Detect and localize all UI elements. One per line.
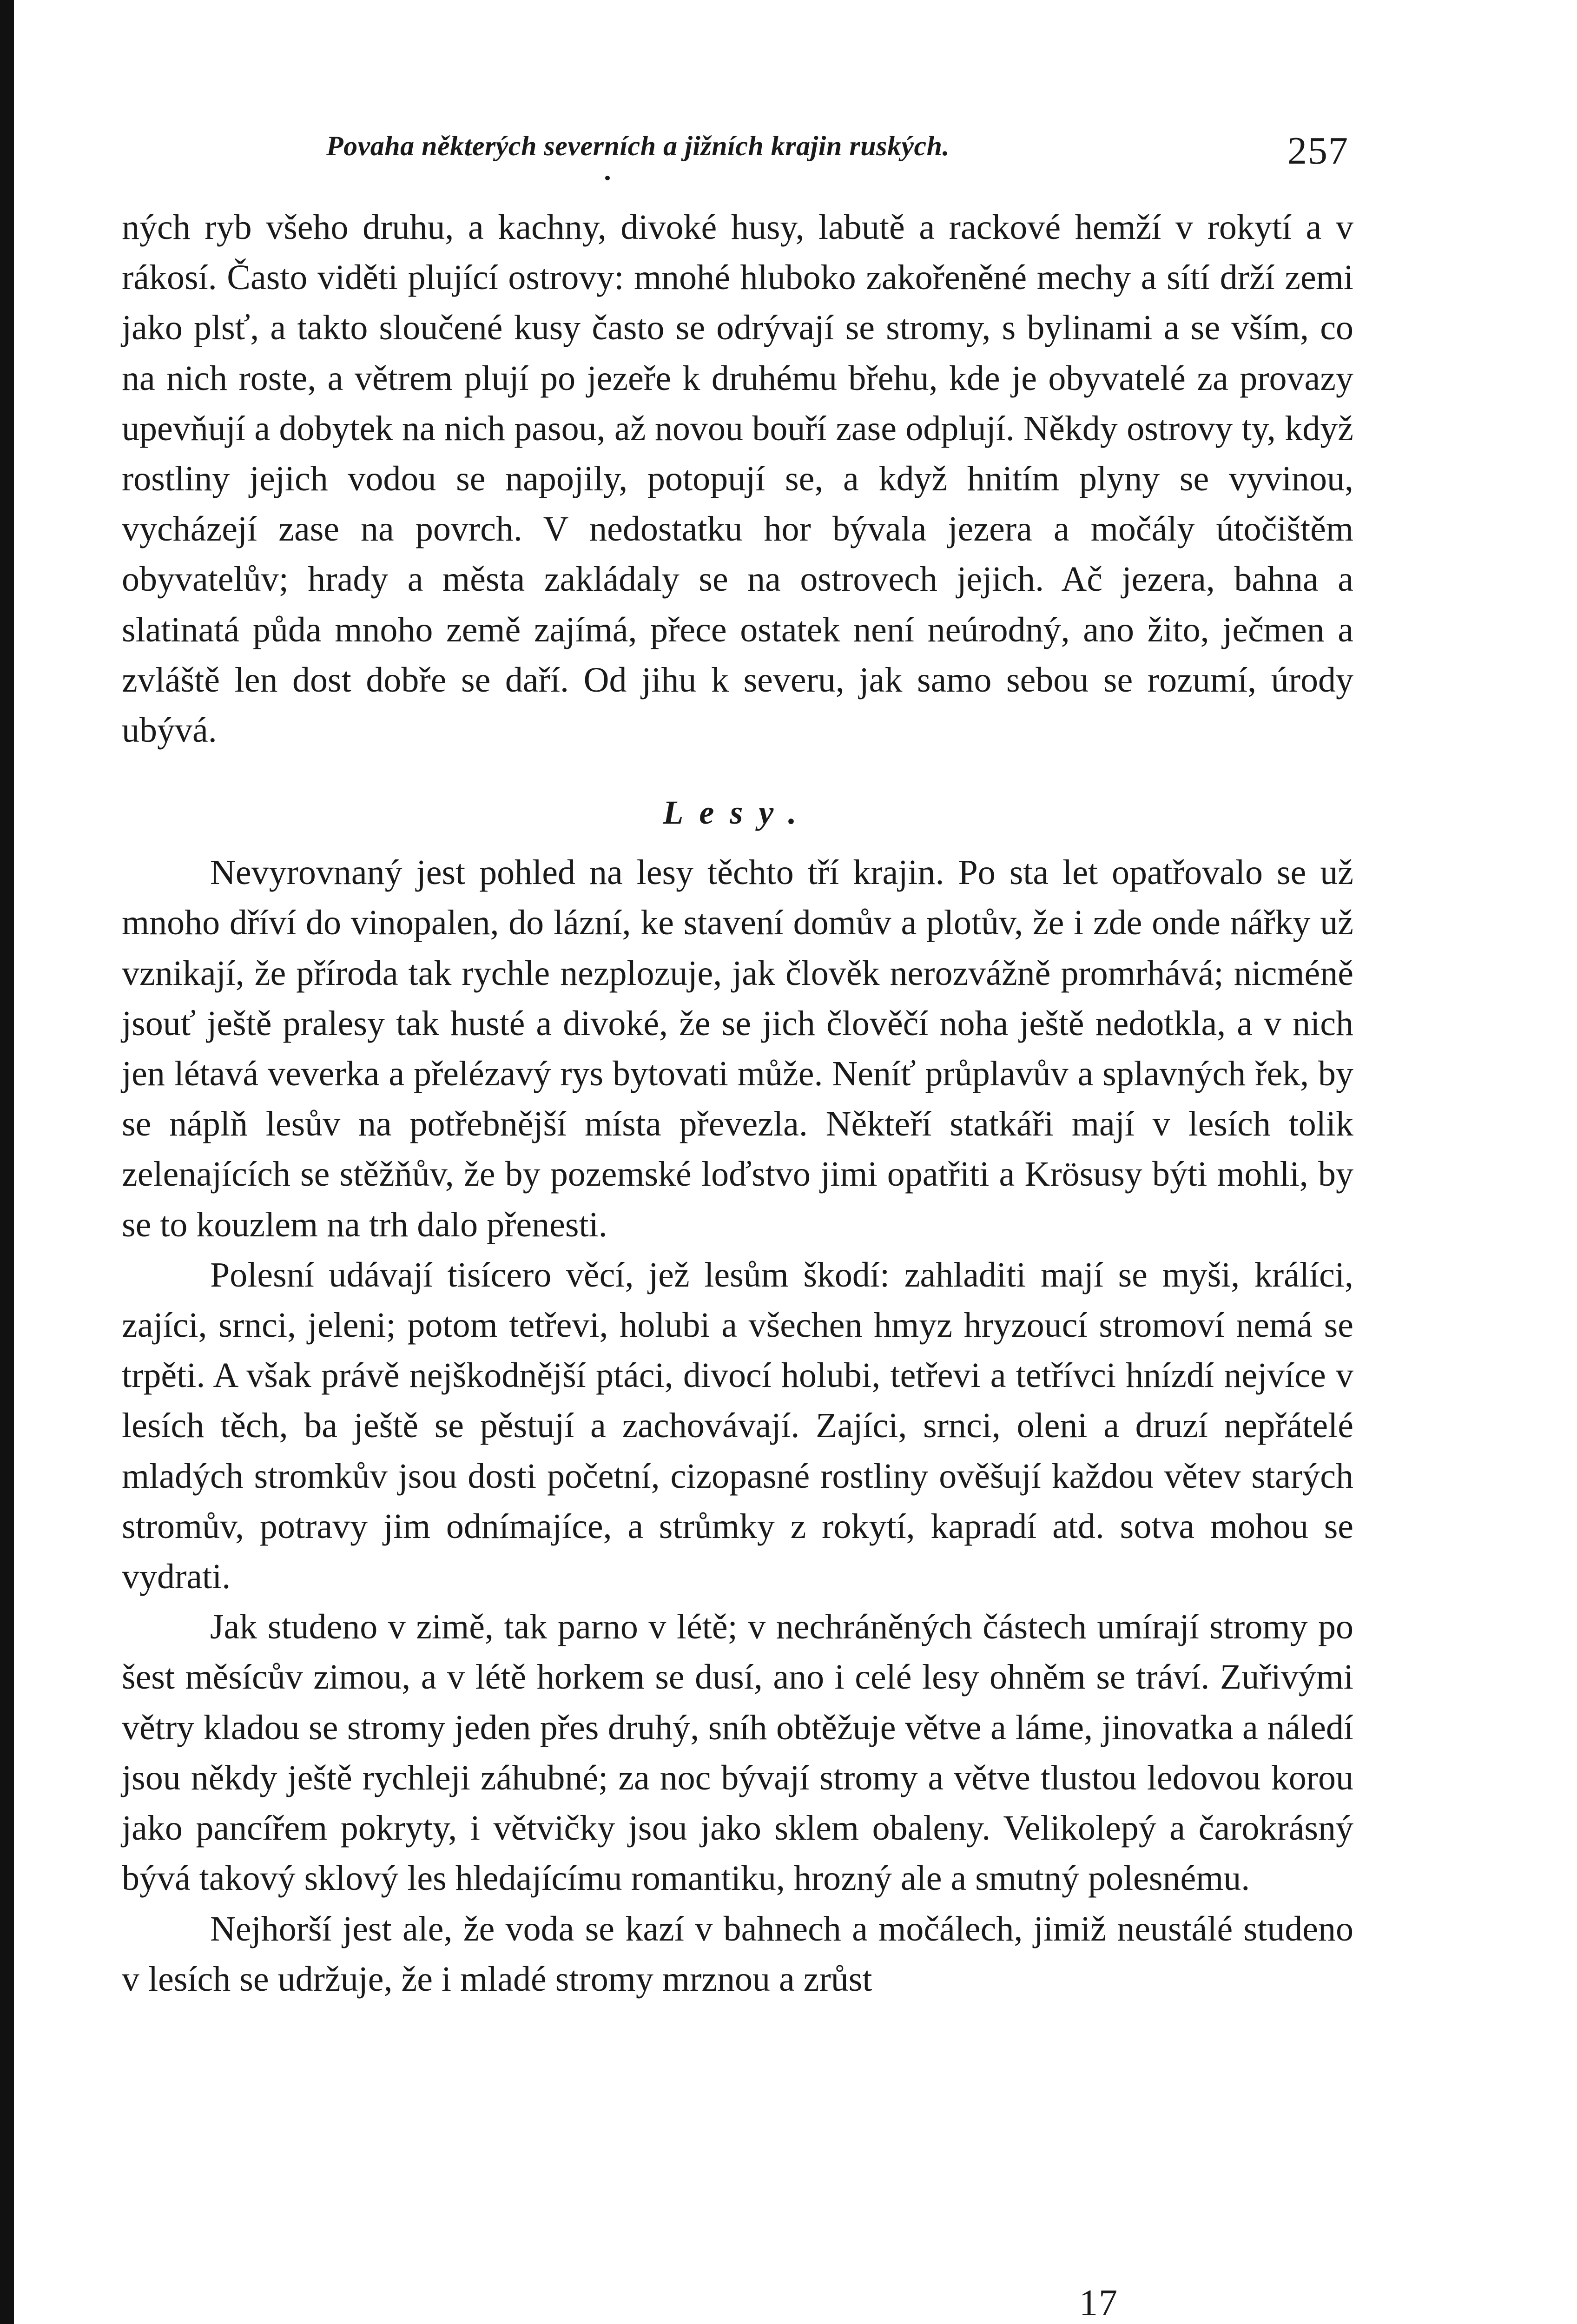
scan-binding-edge (0, 0, 14, 2324)
book-page (122, 112, 1353, 2324)
paragraph-forest-pests: Polesní udávají tisícero věcí, jež lesům škodí: zahladiti mají se myši, králíci, zajíci, srnci, jeleni; potom tetřevi, holubi a všechen hmyz hryzoucí stromoví nemá se trpěti. A však právě nejškodnější ptáci, divocí holubi, tetřevi a tetřívci hnízdí nejvíce v lesích těch, ba ještě se pěstují a zachovávají. Zajíci, srnci, oleni a druzí nepřátelé mladých stromkův jsou dosti početní, cizopasné rostliny ověšují každou větev starých stromův, potravy jim odnímajíce, a strůmky z rokytí, kapradí atd. sotva mohou se vydrati. (122, 1255, 1353, 1597)
paragraph-forests-intro: Nevyrovnaný jest pohled na lesy těchto tří krajin. Po sta let opatřovalo se už mnoho dříví do vinopalen, do lázní, ke stavení domův a plotův, že i zde onde nářky už vznikají, že příroda tak rychle nezplozuje, jak člověk nerozvážně promrhává; nicméně jsouť ještě pralesy tak husté a divoké, že se jich člověčí noha ještě nedotkla, a v nich jen létavá veverka a přelézavý rys bytovati může. Neníť průplavův a splavných řek, by se náplň lesův na potřebnější místa převezla. Někteří statkáři mají v lesích tolik zelenajících se stěžňův, že by pozemské loďstvo jimi opatřiti a Krösusy býti mohli, by se to kouzlem na trh dalo přenesti. (122, 853, 1353, 1244)
paragraph-continued: ných ryb všeho druhu, a kachny, divoké husy, labutě a rackové hemží v rokytí a v rákosí. Často viděti plující ostrovy: mnohé hluboko zakořeněné mechy a sítí drží zemi jako plsť, a takto sloučené kusy často se odrývají se stromy, s bylinami a se vším, co na nich roste, a větrem plují po jezeře k druhému břehu, kde je obyvatelé za provazy upevňují a dobytek na nich pasou, až novou bouří zase odplují. Někdy ostrovy ty, když rostliny jejich vodou se napojily, potopují se, a když hnitím plyny se vyvinou, vycházejí zase na povrch. V nedostatku hor bývala jezera a močály útočištěm obyvatelův; hrady a města zakládaly se na ostrovech jejich. Ač jezera, bahna a slatinatá půda mnoho země zajímá, přece ostatek není neúrodný, ano žito, ječmen a zvláště len dost dobře se daří. Od jihu k severu, jak samo sebou se rozumí, úrody ubývá. (122, 208, 1353, 750)
section-heading: Lesy. (663, 794, 812, 832)
running-title: Povaha některých severních a jižních krajin ruských. (326, 131, 950, 161)
header-dot-mark (605, 176, 610, 180)
paragraph-climate-damage: Jak studeno v zimě, tak parno v létě; v nechráněných částech umírají stromy po šest měsícův zimou, a v létě horkem se dusí, ano i celé lesy ohněm se tráví. Zuřivými větry kladou se stromy jeden přes druhý, sníh obtěžuje větve a láme, jinovatka a náledí jsou někdy ještě rychleji záhubné; za noc bývají stromy a větve tlustou ledovou korou jako pancířem pokryty, i větvičky jsou jako sklem obaleny. Velikolepý a čarokrásný bývá takový sklový les hledajícímu romantiku, hrozný ale a smutný polesnému. (122, 1607, 1353, 1898)
paragraph-bog-water: Nejhorší jest ale, že voda se kazí v bahnech a močálech, jimiž neustálé studeno v lesích se udržuje, že i mladé stromy mrznou a zrůst (122, 1909, 1353, 1999)
page-body (122, 202, 1353, 2004)
page-header (122, 121, 1353, 172)
page-number: 257 (1287, 129, 1349, 172)
signature-mark: 17 (1079, 2283, 1118, 2324)
